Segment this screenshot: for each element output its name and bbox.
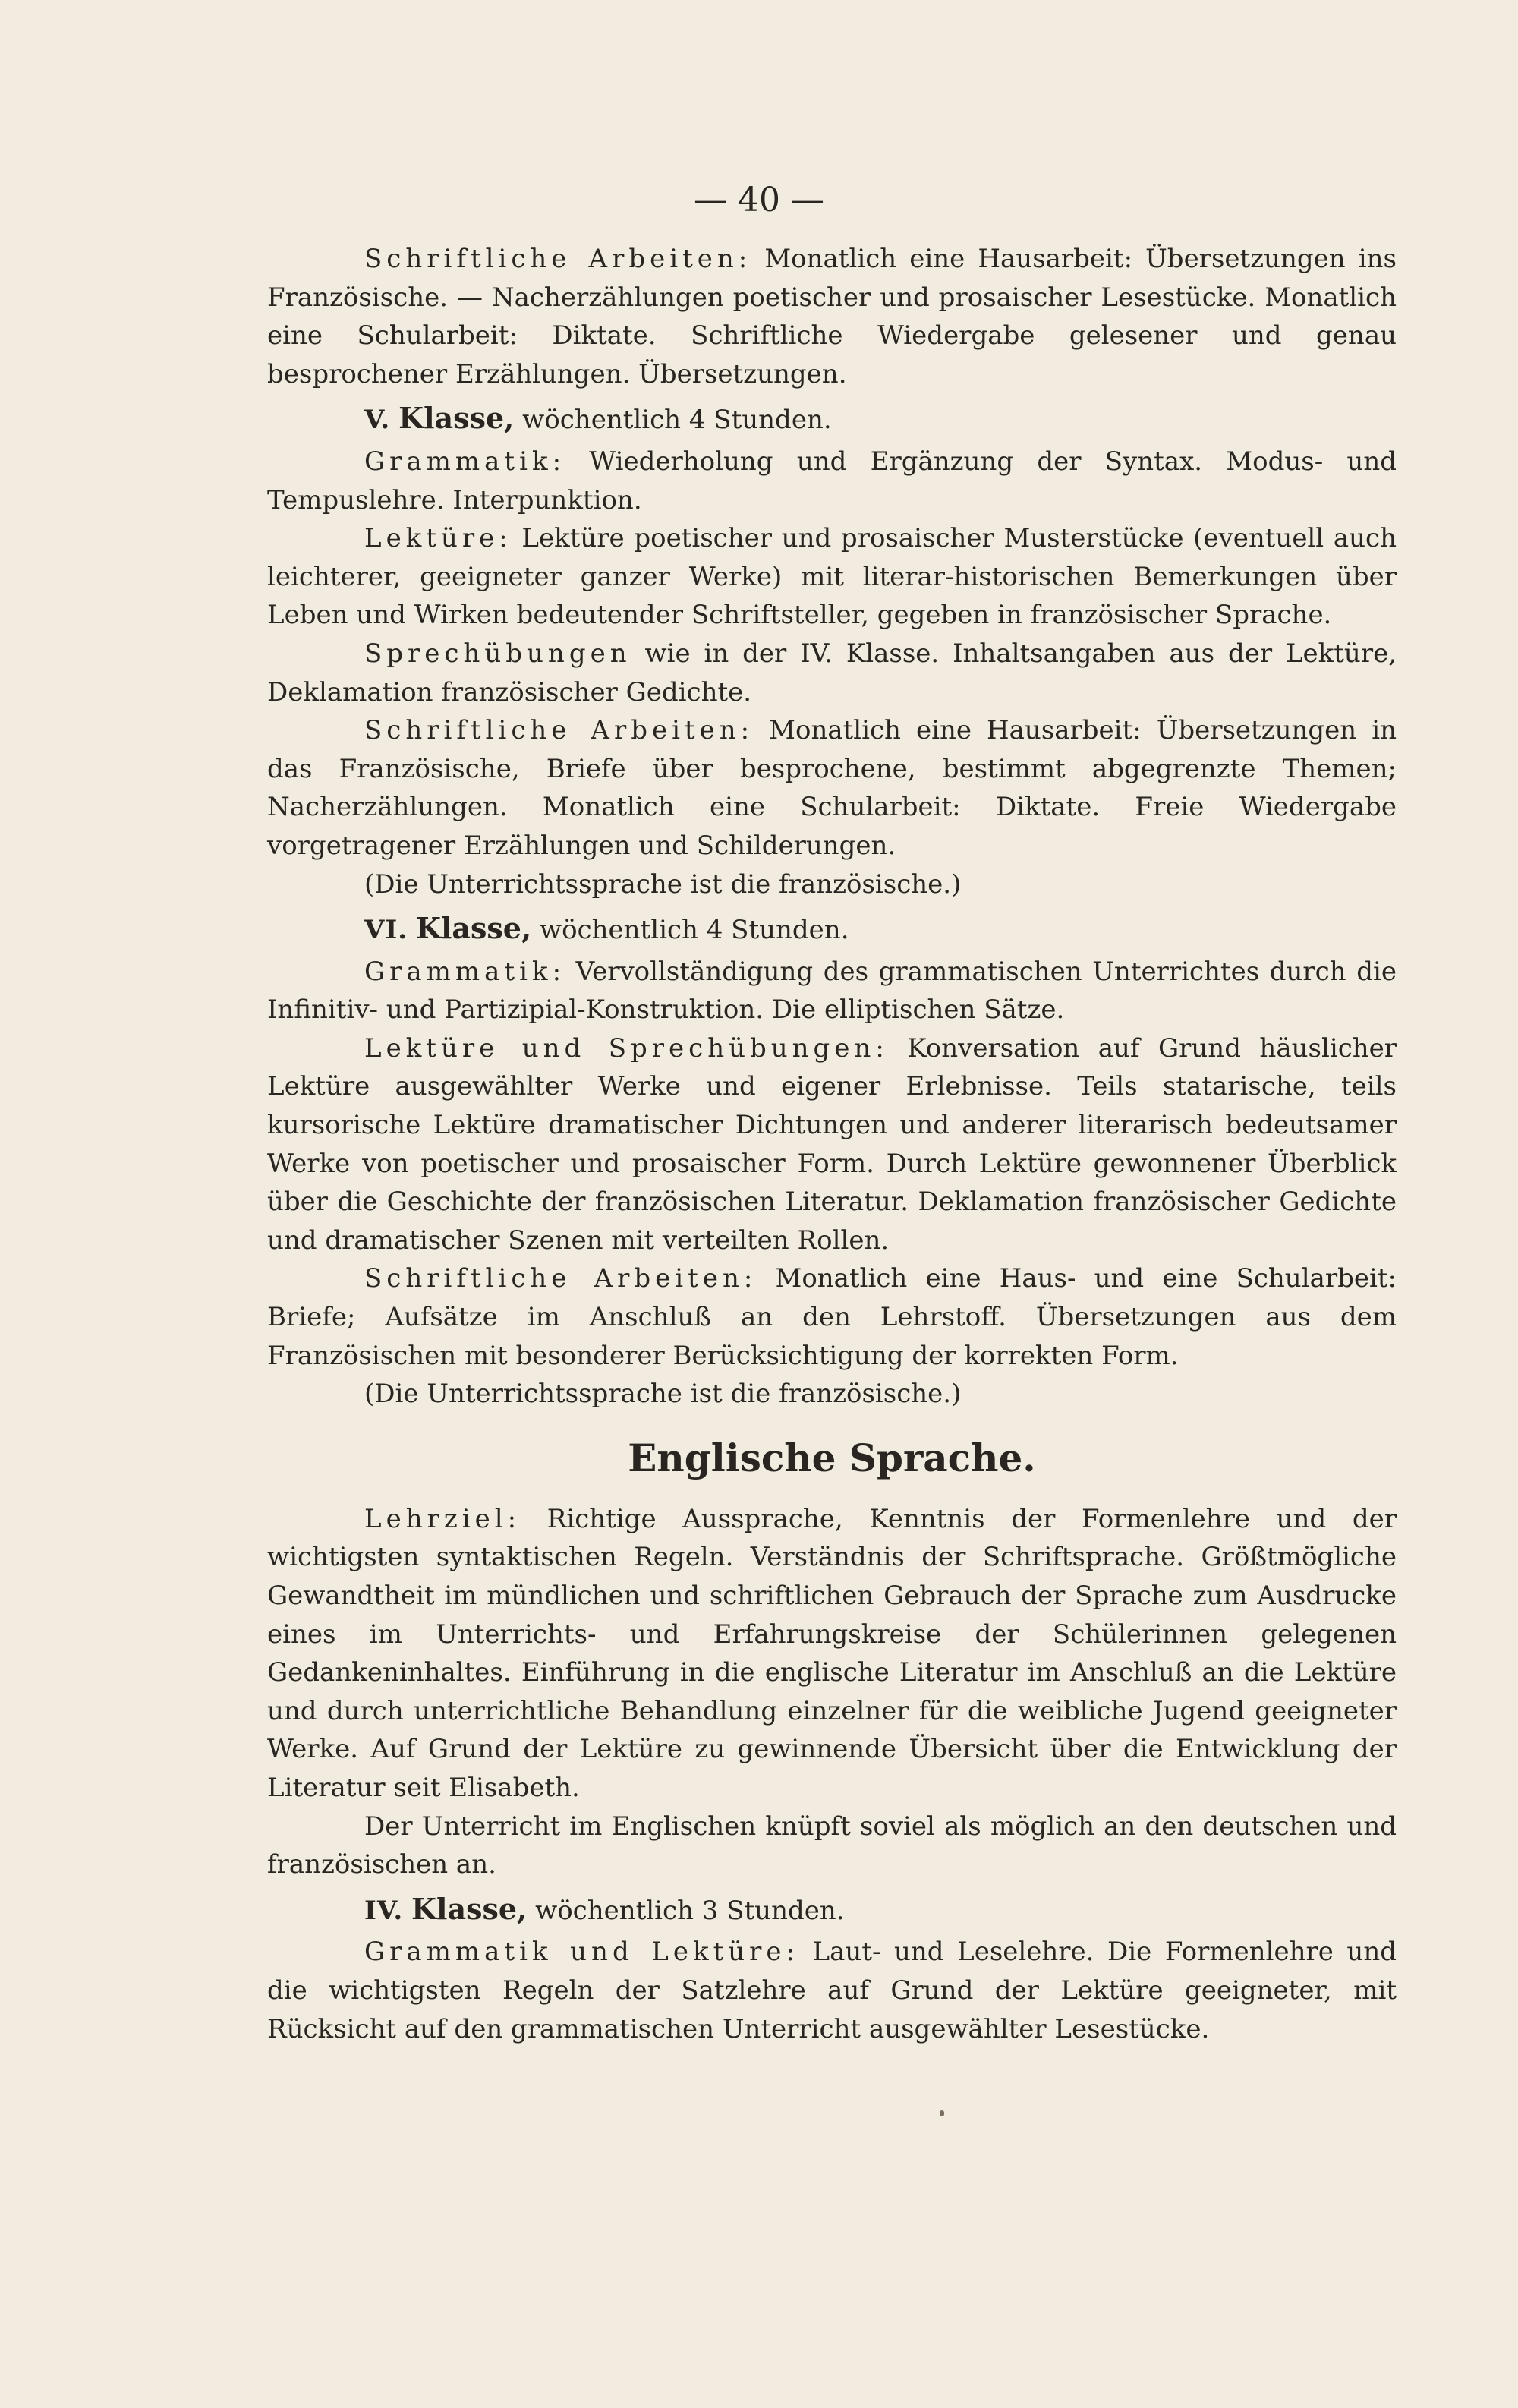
paragraph-text: Konversation auf Grund häuslicher Lektüre ausgewählter Werke und eigener Erlebnisse. Teils statarische, teils kursorische Lektüre dramatischer Dichtungen und anderer literarisch bedeutsamer Werke von poetischer und prosaischer Form. Durch Lektüre gewonnener Überblick über die Geschichte der französischen Literatur. Deklamation französischer Gedichte und dramatischer Szenen mit verteilten Rollen.	[267, 1032, 1397, 1256]
class-number: V.	[364, 405, 391, 436]
class-hours: wöchentlich 4 Stunden.	[514, 405, 832, 436]
paragraph-text: Monatlich eine Hausarbeit: Übersetzungen in das Französische, Briefe über besprochene, bestimmt abgegrenzte Themen; Nacherzählungen. Monatlich eine Schularbeit: Diktate. Freie Wiedergabe vorgetragener Erzählungen und Schilderungen.	[267, 715, 1397, 861]
paragraph-label: Schriftliche Arbeiten:	[364, 715, 754, 746]
ink-speck	[940, 2110, 944, 2116]
class-word: Klasse,	[398, 401, 515, 436]
class-number: VI.	[364, 915, 408, 946]
class-hours: wöchentlich 3 Stunden.	[527, 1895, 845, 1926]
class-word: Klasse,	[411, 1891, 528, 1926]
paragraph-label: Lektüre und Sprechübungen:	[364, 1032, 889, 1064]
paragraph	[267, 1259, 1397, 1375]
class-hours: wöchentlich 4 Stunden.	[531, 915, 849, 946]
paragraph-label: Grammatik und Lektüre:	[364, 1937, 799, 1968]
paragraph-label: Lehrziel:	[364, 1503, 521, 1534]
paragraph	[267, 1029, 1397, 1260]
paragraph-text: wie in der IV. Klasse. Inhaltsangaben aus der Lektüre, Deklamation französischer Gedichte.	[267, 638, 1397, 708]
paragraph-text: Vervollständigung des grammatischen Unterrichtes durch die Infinitiv- und Partizipial-Konstruktion. Die elliptischen Sätze.	[267, 956, 1397, 1026]
paragraph	[267, 953, 1397, 1029]
text-column	[267, 240, 1397, 2048]
paragraph	[267, 635, 1397, 711]
paragraph-note: (Die Unterrichtssprache ist die französische.)	[364, 1379, 962, 1410]
class-word: Klasse,	[415, 911, 532, 946]
paragraph	[267, 240, 1397, 393]
paragraph: Der Unterricht im Englischen knüpft soviel als möglich an den deutschen und französischen an.	[267, 1811, 1397, 1880]
paragraph-label: Schriftliche Arbeiten:	[364, 1263, 757, 1294]
paragraph-text: Wiederholung und Ergänzung der Syntax. Modus- und Tempuslehre. Interpunktion.	[267, 446, 1397, 515]
paragraph	[267, 1933, 1397, 2048]
paragraph-text: Monatlich eine Haus- und eine Schularbeit: Briefe; Aufsätze im Anschluß an den Lehrstoff. Übersetzungen aus dem Französischen mit besonderer Berücksichtigung der korrekten Form.	[267, 1263, 1397, 1371]
paragraph-label: Sprechübungen	[364, 638, 631, 669]
class-heading-vi	[267, 909, 1397, 950]
paragraph-text: Monatlich eine Hausarbeit: Übersetzungen ins Französische. — Nacherzählungen poetischer und prosaischer Lesestücke. Monatlich eine Schularbeit: Diktate. Schriftliche Wiedergabe gelesener und genau besprochener Erzählungen. Übersetzungen.	[267, 244, 1397, 389]
page-number: — 40 —	[694, 181, 824, 219]
paragraph-label: Grammatik:	[364, 446, 566, 477]
paragraph-text: Laut- und Leselehre. Die Formenlehre und die wichtigsten Regeln der Satzlehre auf Grund der Lektüre geeigneter, mit Rücksicht auf den grammatischen Unterricht ausgewählter Lesestücke.	[267, 1937, 1397, 2044]
paragraph-text: Richtige Aussprache, Kenntnis der Formenlehre und der wichtigsten syntaktischen Regeln. Verständnis der Schriftsprache. Größtmögliche Gewandtheit im mündlichen und schriftlichen Gebrauch der Sprache zum Ausdrucke eines im Unterrichts- und Erfahrungskreise der Schülerinnen gelegenen Gedankeninhaltes. Einführung in die englische Literatur im Anschluß an die Lektüre und durch unterrichtliche Behandlung einzelner für die weibliche Jugend geeigneter Werke. Auf Grund der Lektüre zu gewinnende Übersicht über die Entwicklung der Literatur seit Elisabeth.	[267, 1503, 1397, 1803]
paragraph-text: Lektüre poetischer und prosaischer Musterstücke (eventuell auch leichterer, geeigneter ganzer Werke) mit literar-historischen Bemerkungen über Leben und Wirken bedeutender Schriftsteller, gegeben in französischer Sprache.	[267, 523, 1397, 631]
paragraph-note: (Die Unterrichtssprache ist die französische.)	[364, 868, 962, 900]
paragraph-label: Lektüre:	[364, 523, 512, 554]
class-heading-iv	[267, 1890, 1397, 1930]
paragraph-label: Grammatik:	[364, 956, 566, 987]
paragraph	[267, 1500, 1397, 1808]
section-title: Englische Sprache.	[628, 1435, 1036, 1480]
paragraph-label: Schriftliche Arbeiten:	[364, 244, 752, 274]
paragraph	[267, 519, 1397, 635]
class-number: IV.	[364, 1895, 404, 1926]
class-heading-v	[267, 399, 1397, 440]
paragraph	[267, 443, 1397, 519]
paragraph	[267, 711, 1397, 865]
